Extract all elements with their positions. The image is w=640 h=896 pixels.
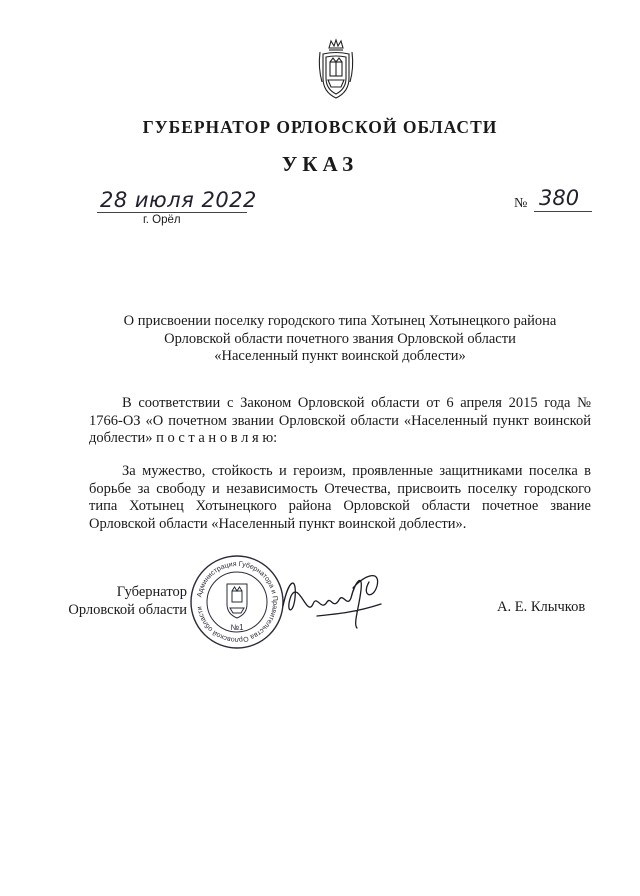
operative-text: За мужество, стойкость и героизм, проявленные защитниками поселка в борьбе за свободу и независимость Отечества, присвоить поселку городского типа Хотынец Хотынецкого района Орловской области почетное звание Орловской области «Населенный пункт воинской доблести». [89,463,591,532]
decree-title-line: Орловской области почетного звания Орловской области [164,330,516,347]
preamble-text: В соответствии с Законом Орловской области от 6 апреля 2015 года № 1766-ОЗ «О почетном звании Орловской области «Населенный пункт воинской доблести» [89,395,591,446]
operative-paragraph [89,463,591,533]
date-underline [97,212,247,213]
document-type: УКАЗ [281,152,359,176]
official-seal-stamp [189,554,285,650]
signatory-role-line: Орловской области [68,602,187,618]
handwritten-number: 380 [539,186,580,210]
stamp-ring-text: Администрация Губернатора и Правительства Орловской области [196,560,279,644]
handwritten-date: 28 июля 2022 [100,188,257,212]
decree-title-line: О присвоении поселку городского типа Хотынец Хотынецкого района [123,313,557,329]
stamp-number: №1 [230,623,244,632]
signatory-name: А. Е. Клычков [497,599,586,615]
orel-coat-of-arms-icon [317,38,355,100]
decree-title [100,313,580,366]
preamble-paragraph [89,395,591,448]
signatory-role-line: Губернатор [116,584,187,600]
number-label: № [514,196,528,211]
issuing-authority: ГУБЕРНАТОР ОРЛОВСКОЙ ОБЛАСТИ [142,117,498,137]
signatory-role [40,583,187,619]
city-label: г. Орёл [143,214,181,226]
decree-title-line: «Населенный пункт воинской доблести» [214,348,466,364]
number-underline [534,211,592,212]
handwritten-signature [277,568,387,630]
resolution-keyword: п о с т а н о в л я ю: [156,430,278,446]
stamp-emblem-icon [227,584,247,618]
